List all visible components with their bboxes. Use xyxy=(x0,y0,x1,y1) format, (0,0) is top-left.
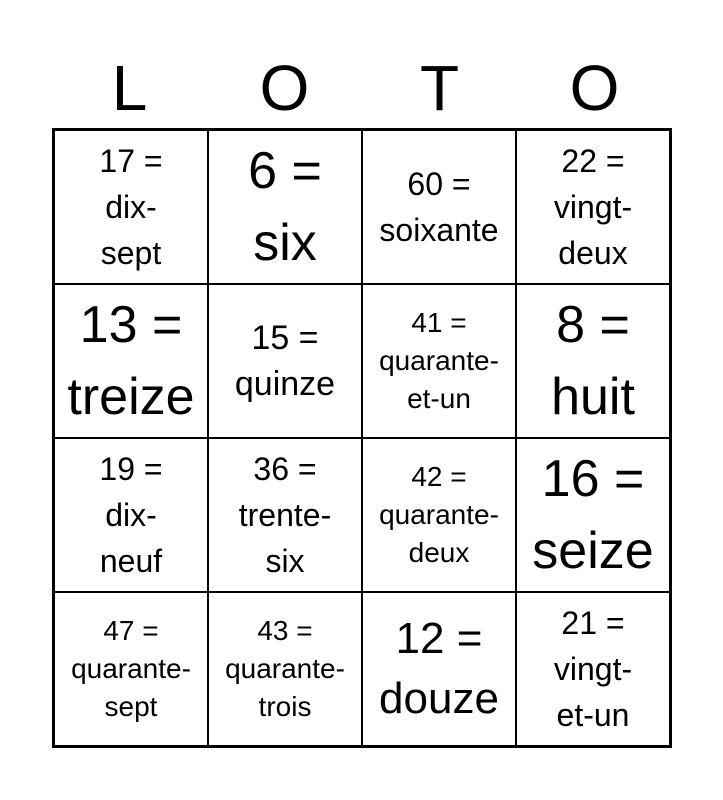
loto-card-grid xyxy=(52,128,672,748)
cell-label: 17 = dix- sept xyxy=(99,143,163,271)
loto-cell[interactable] xyxy=(362,592,516,746)
cell-label: 12 = douze xyxy=(379,614,499,723)
cell-label: 36 = trente- six xyxy=(238,451,332,579)
cell-label: 47 = quarante- sept xyxy=(71,615,191,722)
loto-cell[interactable] xyxy=(208,130,362,284)
loto-cell[interactable] xyxy=(208,438,362,592)
header-letter: O xyxy=(569,52,620,124)
cell-label: 43 = quarante- trois xyxy=(225,615,345,722)
cell-label: 15 = quinze xyxy=(234,319,336,403)
loto-cell[interactable] xyxy=(516,284,670,438)
cell-label: 60 = soixante xyxy=(379,166,499,248)
cell-label: 6 = six xyxy=(248,142,322,272)
cell-label: 41 = quarante- et-un xyxy=(379,307,499,414)
header-letter: T xyxy=(419,52,460,124)
loto-cell[interactable] xyxy=(516,130,670,284)
cell-label: 22 = vingt- deux xyxy=(553,143,633,271)
loto-header xyxy=(52,48,672,128)
cell-label: 16 = seize xyxy=(532,450,654,580)
loto-cell[interactable] xyxy=(516,438,670,592)
cell-label: 13 = treize xyxy=(67,296,195,426)
loto-cell[interactable] xyxy=(362,284,516,438)
header-letter: O xyxy=(259,52,310,124)
loto-cell[interactable] xyxy=(208,284,362,438)
loto-cell[interactable] xyxy=(54,130,208,284)
cell-label: 42 = quarante- deux xyxy=(379,461,499,568)
loto-cell[interactable] xyxy=(54,284,208,438)
loto-cell[interactable] xyxy=(362,130,516,284)
loto-cell[interactable] xyxy=(362,438,516,592)
cell-label: 8 = huit xyxy=(551,296,635,426)
cell-label: 19 = dix- neuf xyxy=(99,451,163,579)
loto-cell[interactable] xyxy=(54,592,208,746)
loto-cell[interactable] xyxy=(208,592,362,746)
loto-cell[interactable] xyxy=(516,592,670,746)
loto-cell[interactable] xyxy=(54,438,208,592)
header-letter: L xyxy=(111,52,148,124)
cell-label: 21 = vingt- et-un xyxy=(553,605,633,733)
